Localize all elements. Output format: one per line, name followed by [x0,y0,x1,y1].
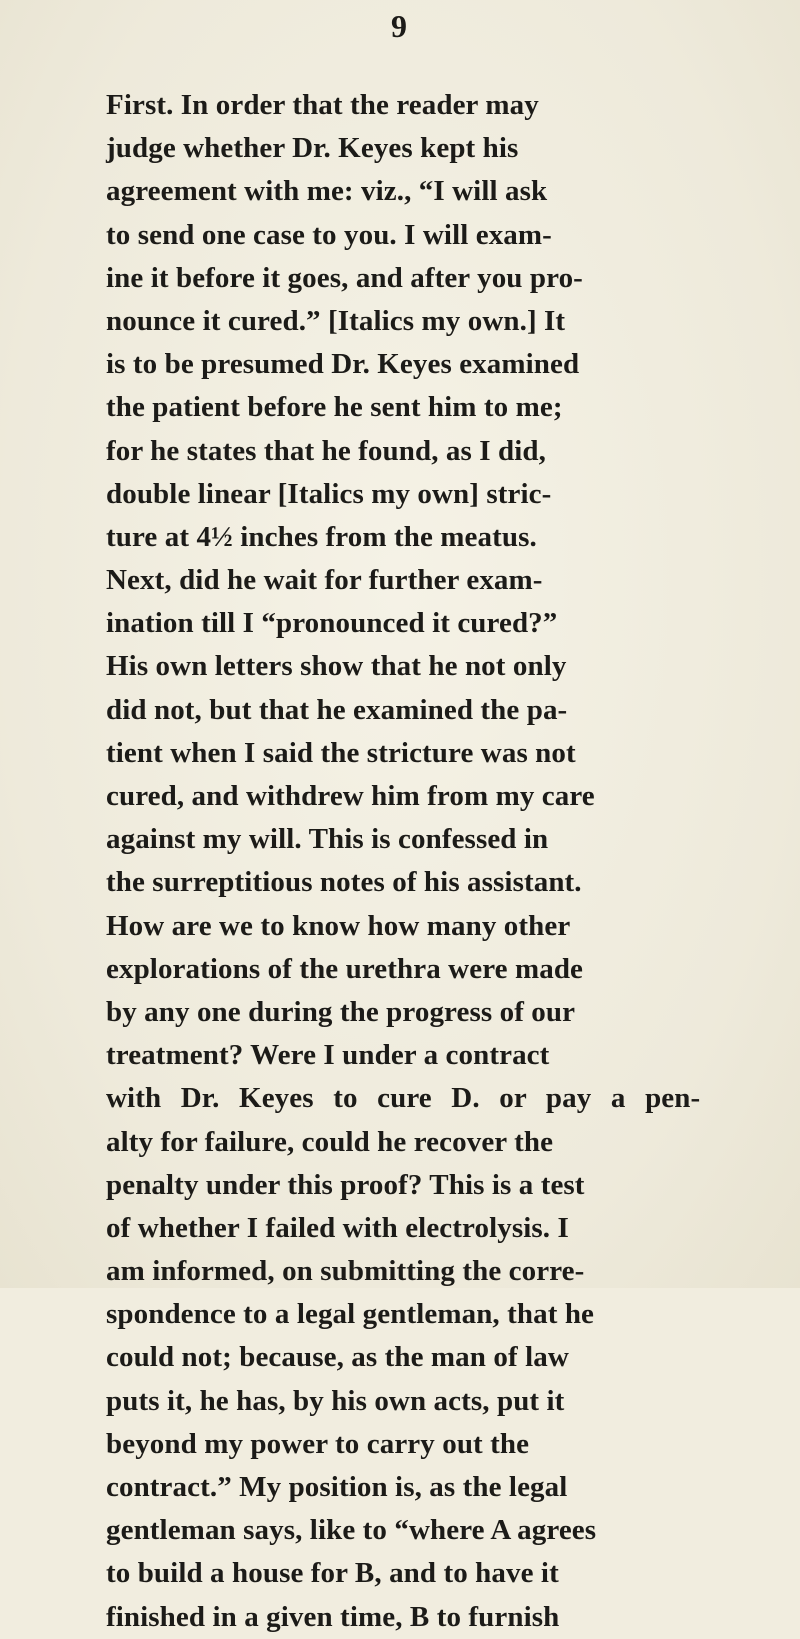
text-line: the patient before he sent him to me; [106,391,563,424]
text-line: by any one during the progress of our [106,995,576,1028]
text-line: treatment? Were I under a contract [106,1039,550,1072]
text-line: to build a house for B, and to have it [106,1557,559,1590]
text-line: with Dr. Keyes to cure D. or pay a pen- [106,1082,701,1115]
text-line: against my will. This is confessed in [106,823,549,856]
text-line: explorations of the urethra were made [106,952,584,985]
text-line: for he states that he found, as I did, [106,434,546,467]
text-line: did not, but that he examined the pa- [106,693,568,726]
text-line: contract.” My position is, as the legal [106,1471,568,1503]
text-line: tient when I said the stricture was not [106,736,576,769]
text-line: judge whether Dr. Keyes kept his [106,132,519,165]
text-line: agreement with me: viz., “I will ask [106,175,548,208]
text-line: could not; because, as the man of law [106,1341,569,1374]
text-line: spondence to a legal gentleman, that he [106,1298,595,1331]
text-line: finished in a given time, B to furnish [106,1600,560,1633]
text-line: double linear [Italics my own] stric- [106,477,552,510]
text-line: ture at 4½ inches from the meatus. [106,520,537,553]
text-line: to send one case to you. I will exam- [106,218,552,251]
page-number: 9 [391,8,407,44]
text-line: How are we to know how many other [106,909,571,942]
text-line: is to be presumed Dr. Keyes examined [106,348,580,381]
text-line: penalty under this proof? This is a test [106,1168,585,1201]
text-line: cured, and withdrew him from my care [106,780,595,812]
text-line: Next, did he wait for further exam- [106,564,543,597]
text-line: the surreptitious notes of his assistant. [106,866,582,899]
text-line: am informed, on submitting the corre- [106,1255,585,1288]
body-text [106,84,700,1639]
text-line: alty for failure, could he recover the [106,1125,554,1158]
text-line: His own letters show that he not only [106,650,567,683]
text-line: puts it, he has, by his own acts, put it [106,1384,565,1417]
text-line: of whether I failed with electrolysis. I [106,1211,569,1244]
text-line: nounce it cured.” [Italics my own.] It [106,304,566,337]
text-line: beyond my power to carry out the [106,1427,530,1460]
text-line: gentleman says, like to “where A agrees [106,1514,597,1547]
text-line: First. In order that the reader may [106,89,539,121]
text-line: ine it before it goes, and after you pro- [106,261,583,294]
text-line: ination till I “pronounced it cured?” [106,607,558,640]
